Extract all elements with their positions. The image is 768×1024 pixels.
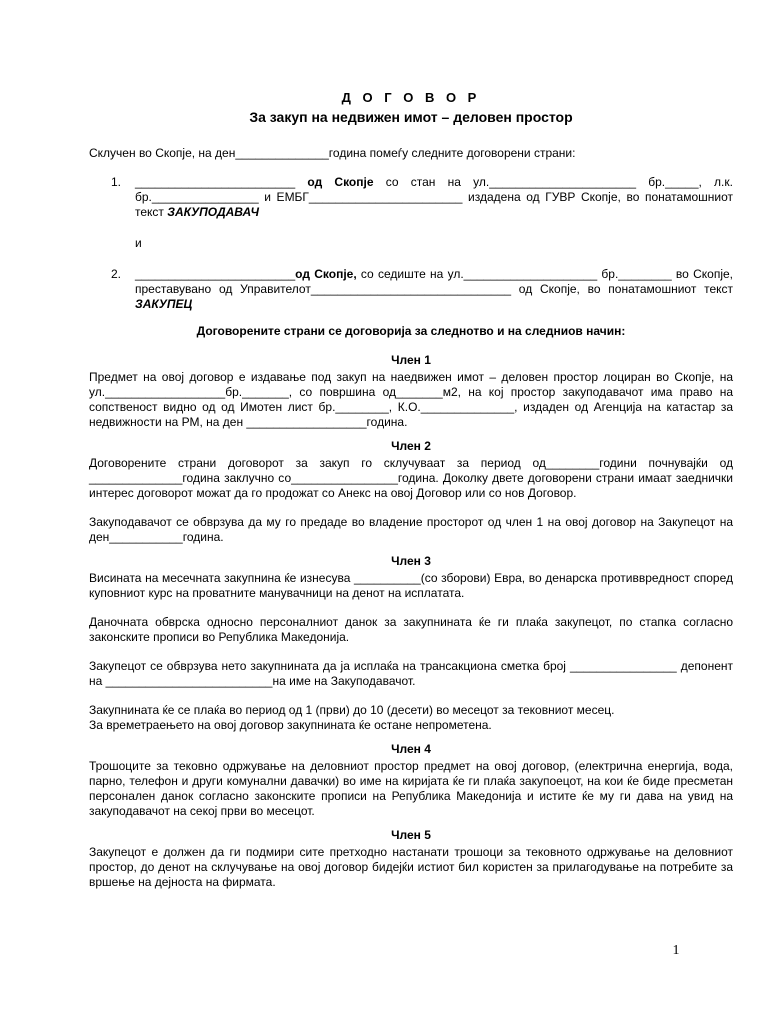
party-1-lead: ________________________: [135, 175, 308, 189]
article-paragraph: Договорените страни договорот за закуп го склучуваат за период од________години почнувајќи од ______________година заклучно со________________година. Доколку двете договорени страни имаат заеднички интерес договорот можат да го продожат со Анекс на овој Договор или со нов Договор.: [89, 456, 733, 500]
document-title: Д О Г О В О Р: [341, 90, 481, 105]
document-subtitle: За закуп на недвижен имот – деловен простор: [249, 109, 573, 125]
party-2: [89, 267, 733, 312]
party-2-number: 2.: [111, 267, 122, 281]
article-paragraph: Закупецот е должен да ги подмири сите претходно настанати трошоци за тековното одржување на деловниот простор, до денот на склучување на овој договор бидејќи истиот бил користен за прилагодување на потребите за вршење на дејноста на фирмата.: [89, 845, 733, 889]
party-1-number: 1.: [111, 175, 122, 189]
party-2-details: со седиште на ул.____________________ бр.________ во Скопје, преставувано од Управителот______________________________ од Скопје, во понатамошниот текст: [135, 267, 733, 296]
article-title: Член 5: [391, 828, 431, 842]
article-title: Член 3: [391, 554, 431, 568]
party-1-city: од Скопје: [307, 175, 374, 189]
party-2-city: од Скопје,: [295, 267, 357, 281]
article-title: Член 2: [391, 439, 431, 453]
conjunction: и: [135, 236, 142, 250]
article-paragraph: Предмет на овој договор е издавање под закуп на наедвижен имот – деловен простор лоциран во Скопје, на ул.__________________бр._______, со површина од_______м2, на кој простор закуподавачот има право на сопственост видно од од Имотен лист бр.________, К.О.______________, издаден од Агенција на катастар за недвижности на РМ, на ден __________________година.: [89, 370, 733, 429]
document-page: [89, 90, 733, 904]
article-paragraph: Даночната обврска односно персоналниот данок за закупнината ќе ги плаќа закупецот, по стапка согласно законските прописи во Република Македонија.: [89, 615, 733, 644]
article-paragraph: Висината на месечната закупнина ќе изнесува __________(со зборови) Евра, во денарска противвредност според куповниот курс на проватните манувачници на денот на исплатата.: [89, 571, 733, 600]
article-paragraph: Закупнината ќе се плаќа во период од 1 (први) до 10 (десети) во месецот за тековниот месец. За времетраењето на овој договор закупнината ќе остане непрометена.: [89, 703, 615, 732]
article-paragraph: Закуподавачот се обврзува да му го предаде во владение просторот од член 1 на овој договор на Закупецот на ден___________година.: [89, 515, 733, 544]
party-1-role: ЗАКУПОДАВАЧ: [167, 205, 260, 219]
party-1: [89, 175, 733, 220]
agreement-heading: Договорените страни се договорија за следнотво и на следниов начин:: [196, 324, 626, 338]
article-title: Член 4: [391, 742, 431, 756]
party-2-lead: ________________________: [135, 267, 296, 281]
article-paragraph: Трошоците за тековно одржување на деловниот простор предмет на овој договор, (електрична енергија, вода, парно, телефон и други комунални давачки) во име на киријата ќе ги плаќа закупоецот, на кои ќе биде пресметан персонален данок согласно законските прописи на Република Македонија и истите ќе му ги дава на увид на закуподавачот на секој први во месецот.: [89, 759, 733, 818]
party-2-text: [135, 267, 733, 312]
article-5: [89, 828, 733, 890]
article-3: [89, 554, 733, 733]
article-1: [89, 353, 733, 430]
article-2: [89, 439, 733, 545]
page-number: 1: [672, 943, 680, 958]
intro-paragraph: Склучен во Скопје, на ден______________година помеѓу следните договорени страни:: [89, 146, 576, 160]
party-1-details: со стан на ул.______________________ бр._____, л.к. бр.________________ и ЕМБГ_______________________ издадена од ГУВР Скопје, во понатамошниот текст: [135, 175, 733, 219]
article-title: Член 1: [391, 353, 431, 367]
party-2-role: ЗАКУПЕЦ: [135, 297, 193, 311]
party-1-text: [135, 175, 733, 220]
article-paragraph: Закупецот се обврзува нето закупнината да ја исплаќа на трансакциона сметка број ________________ депонент на _________________________на име на Закуподавачот.: [89, 659, 733, 688]
article-4: [89, 742, 733, 819]
